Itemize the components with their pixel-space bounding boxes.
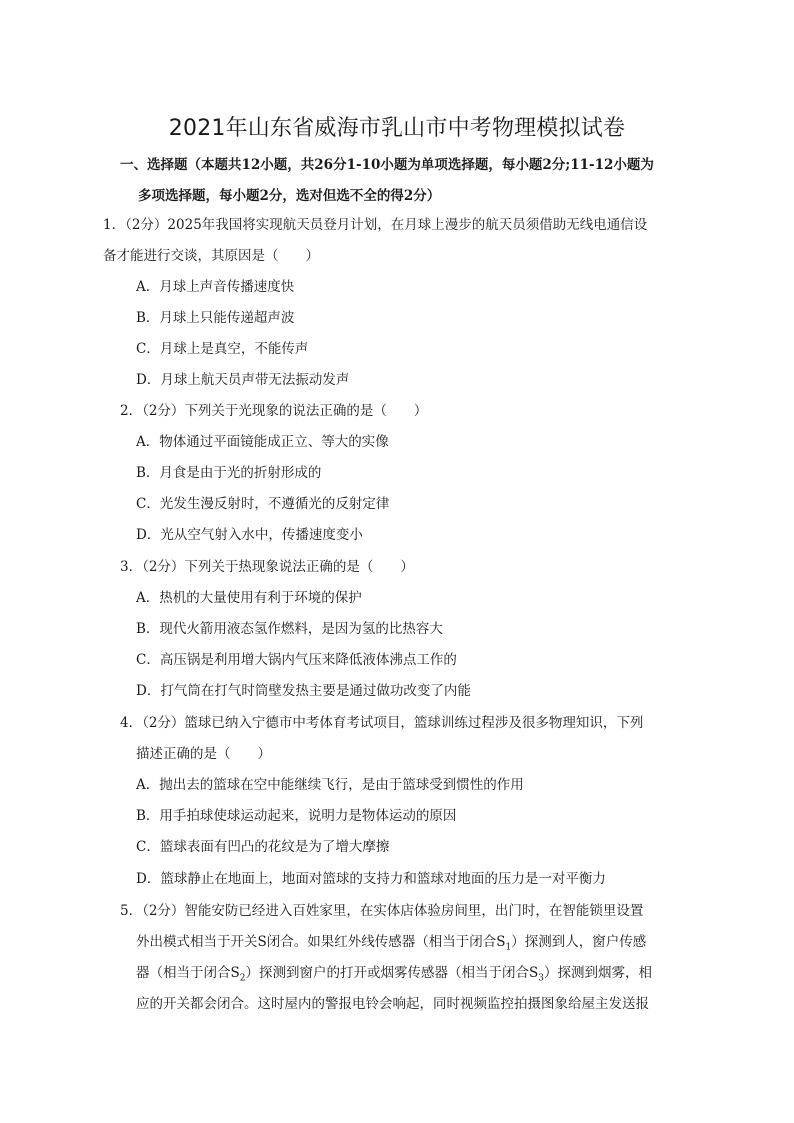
question-4-option-d: D．篮球静止在地面上，地面对篮球的支持力和篮球对地面的压力是一对平衡力 [136,871,606,887]
question-5-stem-line4: 应的开关都会闭合。这时屋内的警报电铃会响起，同时视频监控拍摄图象给屋主发送报 [136,996,649,1012]
question-5-line3-b: ）探测到窗户的打开或烟雾传感器（相当于闭合S [245,965,539,981]
question-5-line2-text: 外出模式相当于开关S闭合。如果红外线传感器（相当于闭合S [136,934,506,950]
question-2-option-c: C．光发生漫反射时，不遵循光的反射定律 [136,496,390,512]
question-2-stem-line1: 2．（2分）下列关于光现象的说法正确的是（ ） [120,403,428,419]
question-2 [120,396,683,427]
question-3-option-d: D．打气筒在打气时筒壁发热主要是通过做功改变了内能 [136,683,471,699]
question-1-option-b: B．月球上只能传递超声波 [136,310,295,326]
question-5-line3-a: 器（相当于闭合S [136,965,240,981]
question-4-stem-line2: 描述正确的是（ ） [136,746,271,762]
question-5-line2-tail: ）探测到人，窗户传感 [511,934,647,950]
question-5-stem-line1: 5．（2分）智能安防已经进入百姓家里，在实体店体验房间里，出门时，在智能锁里设置 [120,903,644,919]
question-4-option-a: A．抛出去的篮球在空中能继续飞行，是由于篮球受到惯性的作用 [136,777,524,793]
subscript-1: 1 [505,942,512,953]
question-3-stem-line1: 3．（2分）下列关于热现象说法正确的是（ ） [120,559,414,575]
question-2-option-b: B．月食是由于光的折射形成的 [136,465,322,481]
question-5-stem-line2 [120,927,683,958]
subscript-3: 3 [538,973,544,984]
question-4-option-c: C．篮球表面有凹凸的花纹是为了增大摩擦 [136,839,390,855]
section-heading-line1: 一、选择题（本题共12小题，共26分1-10小题为单项选择题，每小题2分;11-12小题为 [120,157,654,173]
question-3-option-a: A．热机的大量使用有利于环境的保护 [136,590,362,606]
section-heading [120,150,685,212]
question-1-option-d: D．月球上航天员声带无法振动发声 [136,372,350,388]
question-3 [120,552,683,583]
question-5-stem-line3 [120,958,683,989]
question-1 [103,210,683,272]
section-heading-line2: 多项选择题，每小题2分，选对但选不全的得2分） [138,188,441,204]
question-1-stem-line2: 备才能进行交谈，其原因是（ ） [103,248,319,264]
question-1-option-a: A．月球上声音传播速度快 [136,279,295,295]
question-5-line3-c: ）探测到烟雾，相 [543,965,652,981]
question-4-option-b: B．用手拍球使球运动起来，说明力是物体运动的原因 [136,808,457,824]
question-2-option-d: D．光从空气射入水中，传播速度变小 [136,527,363,543]
subscript-2: 2 [239,973,246,984]
question-2-option-a: A．物体通过平面镜能成正立、等大的实像 [136,434,389,450]
question-4 [120,708,683,770]
question-1-stem-line1: 1．（2分）2025年我国将实现航天员登月计划，在月球上漫步的航天员须借助无线电通信设 [103,217,648,233]
question-1-option-c: C．月球上是真空，不能传声 [136,341,309,357]
page-title: 2021年山东省威海市乳山市中考物理模拟试卷 [168,116,626,141]
question-3-option-b: B．现代火箭用液态氢作燃料，是因为氢的比热容大 [136,621,443,637]
question-4-stem-line1: 4．（2分）篮球已纳入宁德市中考体育考试项目，篮球训练过程涉及很多物理知识，下列 [120,715,644,731]
question-5 [120,896,683,1020]
question-3-option-c: C．高压锅是利用增大锅内气压来降低液体沸点工作的 [136,652,457,668]
